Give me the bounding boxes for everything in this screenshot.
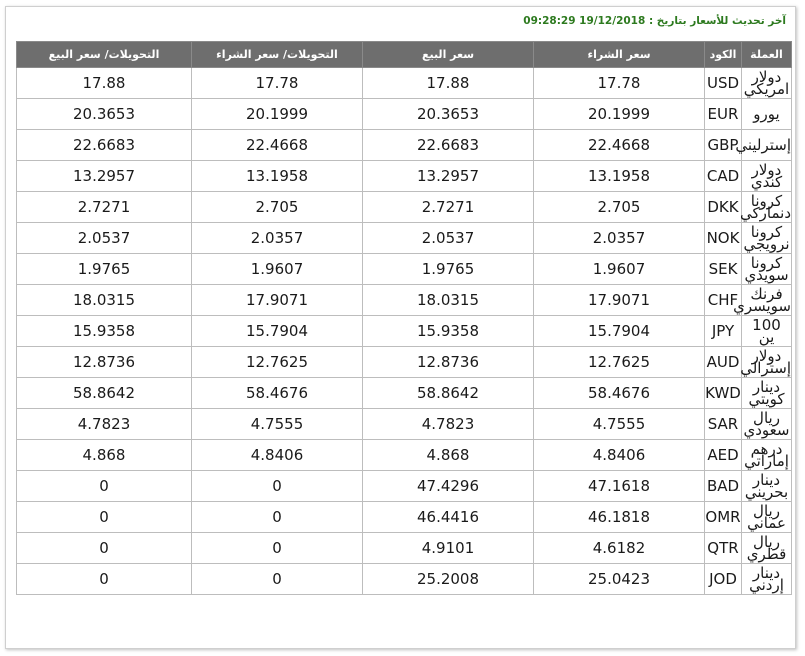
transfer-sell-cell: 12.8736 [17, 347, 192, 378]
table-row [17, 130, 792, 161]
col-header-sell: سعر البيع [363, 42, 534, 68]
transfer-sell-cell: 22.6683 [17, 130, 192, 161]
buy-price-cell: 4.8406 [534, 440, 705, 471]
table-row [17, 409, 792, 440]
last-updated-text: آخر تحديث للأسعار بتاريخ : 19/12/2018 09:28:29 [523, 15, 786, 27]
table-row [17, 440, 792, 471]
transfer-sell-cell: 2.7271 [17, 192, 192, 223]
transfer-sell-cell: 20.3653 [17, 99, 192, 130]
currency-cell: ريال سعودي [742, 409, 792, 440]
col-header-currency: العملة [742, 42, 792, 68]
currency-cell: ريال قطري [742, 533, 792, 564]
table-row [17, 564, 792, 595]
transfer-buy-cell: 17.78 [192, 68, 363, 99]
sell-price-cell: 2.0537 [363, 223, 534, 254]
transfer-sell-cell: 0 [17, 471, 192, 502]
transfer-buy-cell: 12.7625 [192, 347, 363, 378]
transfer-sell-cell: 4.868 [17, 440, 192, 471]
code-cell: JOD [705, 564, 742, 595]
sell-price-cell: 20.3653 [363, 99, 534, 130]
sell-price-cell: 15.9358 [363, 316, 534, 347]
transfer-sell-cell: 0 [17, 533, 192, 564]
transfer-sell-cell: 0 [17, 564, 192, 595]
transfer-sell-cell: 1.9765 [17, 254, 192, 285]
sell-price-cell: 12.8736 [363, 347, 534, 378]
sell-price-cell: 46.4416 [363, 502, 534, 533]
code-cell: AUD [705, 347, 742, 378]
buy-price-cell: 58.4676 [534, 378, 705, 409]
code-cell: JPY [705, 316, 742, 347]
currency-cell: كرونا دنماركي [740, 192, 791, 222]
sell-price-cell: 1.9765 [363, 254, 534, 285]
transfer-sell-cell: 17.88 [17, 68, 192, 99]
transfer-buy-cell: 17.9071 [192, 285, 363, 316]
transfer-buy-cell: 0 [192, 471, 363, 502]
transfer-buy-cell: 58.4676 [192, 378, 363, 409]
code-cell: KWD [705, 378, 742, 409]
code-cell: BAD [705, 471, 742, 502]
buy-price-cell: 4.6182 [534, 533, 705, 564]
code-cell: DKK [705, 192, 742, 223]
col-header-transfer-buy: التحويلات/ سعر الشراء [192, 42, 363, 68]
buy-price-cell: 20.1999 [534, 99, 705, 130]
rates-panel [5, 6, 796, 649]
currency-cell: دينار بحريني [742, 471, 792, 502]
code-cell: CAD [705, 161, 742, 192]
code-cell: CHF [705, 285, 742, 316]
transfer-buy-cell: 0 [192, 533, 363, 564]
buy-price-cell: 17.78 [534, 68, 705, 99]
table-row [17, 99, 792, 130]
table-row [17, 254, 792, 285]
transfer-buy-cell: 2.0357 [192, 223, 363, 254]
exchange-rates-table [16, 41, 792, 595]
currency-cell: درهم إماراتي [742, 440, 792, 471]
buy-price-cell: 12.7625 [534, 347, 705, 378]
table-row [17, 223, 792, 254]
sell-price-cell: 4.868 [363, 440, 534, 471]
sell-price-cell: 13.2957 [363, 161, 534, 192]
transfer-sell-cell: 2.0537 [17, 223, 192, 254]
buy-price-cell: 2.705 [534, 192, 705, 223]
table-row [17, 378, 792, 409]
buy-price-cell: 46.1818 [534, 502, 705, 533]
currency-cell: دينار إردني [742, 564, 792, 595]
sell-price-cell: 2.7271 [363, 192, 534, 223]
transfer-sell-cell: 58.8642 [17, 378, 192, 409]
table-row [17, 192, 792, 223]
currency-cell: يورو [742, 99, 792, 130]
code-cell: AED [705, 440, 742, 471]
transfer-buy-cell: 0 [192, 502, 363, 533]
buy-price-cell: 25.0423 [534, 564, 705, 595]
transfer-buy-cell: 20.1999 [192, 99, 363, 130]
transfer-buy-cell: 0 [192, 564, 363, 595]
transfer-buy-cell: 1.9607 [192, 254, 363, 285]
table-row [17, 471, 792, 502]
code-cell: SAR [705, 409, 742, 440]
col-header-buy: سعر الشراء [534, 42, 705, 68]
code-cell: EUR [705, 99, 742, 130]
table-row [17, 161, 792, 192]
currency-cell: دولار كندي [742, 161, 792, 192]
transfer-sell-cell: 13.2957 [17, 161, 192, 192]
table-row [17, 502, 792, 533]
code-cell: QTR [705, 533, 742, 564]
currency-cell: ريال عماني [742, 502, 792, 533]
code-cell: USD [705, 68, 742, 99]
col-header-code: الكود [705, 42, 742, 68]
currency-cell: دينار كويتي [742, 378, 792, 409]
sell-price-cell: 58.8642 [363, 378, 534, 409]
transfer-buy-cell: 2.705 [192, 192, 363, 223]
table-row [17, 68, 792, 99]
code-cell: NOK [705, 223, 742, 254]
buy-price-cell: 13.1958 [534, 161, 705, 192]
currency-cell: كرونا سويدي [742, 254, 792, 285]
buy-price-cell: 17.9071 [534, 285, 705, 316]
buy-price-cell: 47.1618 [534, 471, 705, 502]
sell-price-cell: 47.4296 [363, 471, 534, 502]
buy-price-cell: 22.4668 [534, 130, 705, 161]
currency-cell: دولار إسترالي [740, 347, 791, 377]
currency-cell: فرنك سويسري [733, 285, 791, 315]
sell-price-cell: 4.9101 [363, 533, 534, 564]
table-row [17, 316, 792, 347]
buy-price-cell: 15.7904 [534, 316, 705, 347]
transfer-buy-cell: 22.4668 [192, 130, 363, 161]
transfer-sell-cell: 4.7823 [17, 409, 192, 440]
table-header-row [17, 42, 792, 68]
transfer-sell-cell: 18.0315 [17, 285, 192, 316]
table-row [17, 347, 792, 378]
table-row [17, 533, 792, 564]
transfer-buy-cell: 4.7555 [192, 409, 363, 440]
sell-price-cell: 18.0315 [363, 285, 534, 316]
sell-price-cell: 4.7823 [363, 409, 534, 440]
table-row [17, 285, 792, 316]
code-cell: GBP [705, 130, 742, 161]
currency-cell: إسترليني [742, 130, 792, 161]
buy-price-cell: 2.0357 [534, 223, 705, 254]
table-body [17, 68, 792, 595]
transfer-sell-cell: 0 [17, 502, 192, 533]
sell-price-cell: 22.6683 [363, 130, 534, 161]
code-cell: OMR [705, 502, 742, 533]
buy-price-cell: 4.7555 [534, 409, 705, 440]
sell-price-cell: 17.88 [363, 68, 534, 99]
transfer-buy-cell: 15.7904 [192, 316, 363, 347]
code-cell: SEK [705, 254, 742, 285]
sell-price-cell: 25.2008 [363, 564, 534, 595]
transfer-buy-cell: 4.8406 [192, 440, 363, 471]
transfer-buy-cell: 13.1958 [192, 161, 363, 192]
transfer-sell-cell: 15.9358 [17, 316, 192, 347]
currency-cell: 100 ين [742, 316, 792, 347]
currency-cell: كرونا نرويجي [743, 223, 790, 253]
col-header-transfer-sell: التحويلات/ سعر البيع [17, 42, 192, 68]
buy-price-cell: 1.9607 [534, 254, 705, 285]
currency-cell: دولار امريكي [742, 68, 792, 99]
